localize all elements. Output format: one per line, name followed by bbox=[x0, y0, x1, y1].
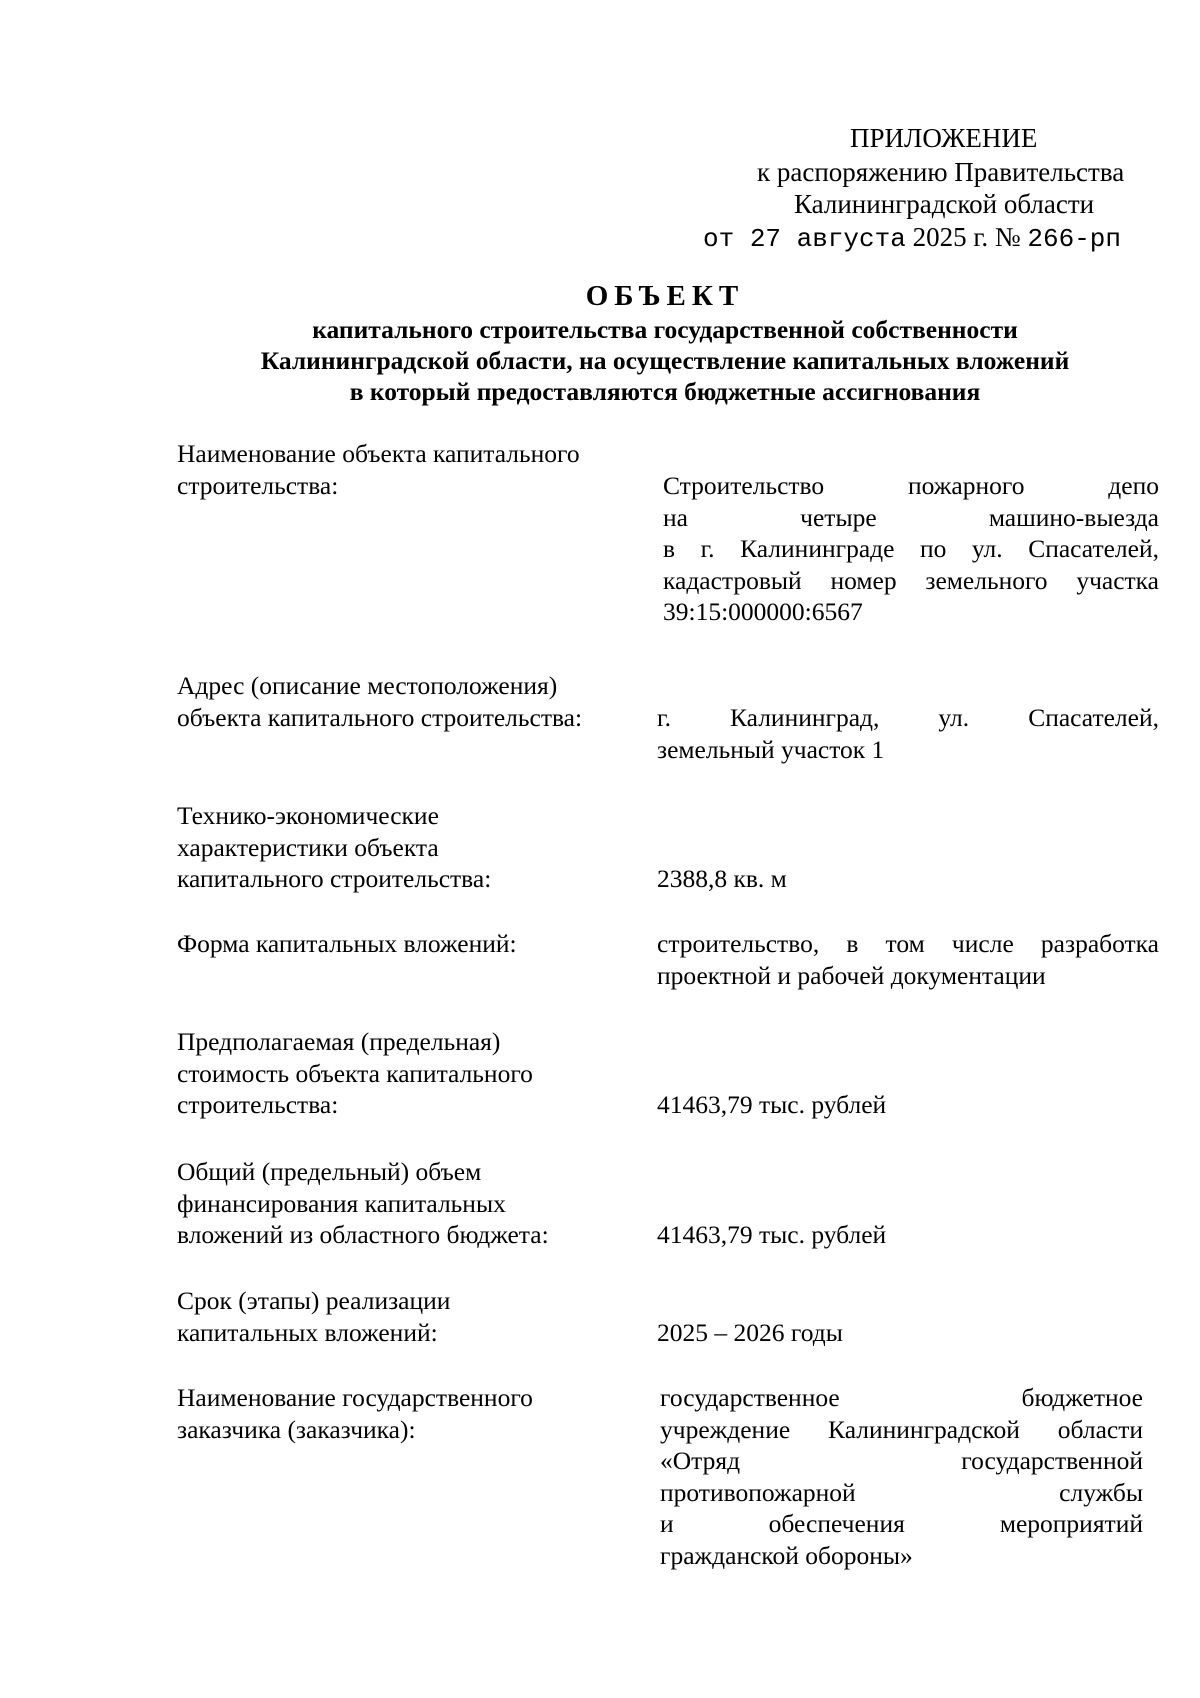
label-line: Форма капитальных вложений: bbox=[177, 929, 517, 958]
value-line: 2388,8 кв. м bbox=[657, 864, 787, 893]
label-line: стоимость объекта капитального bbox=[177, 1058, 533, 1088]
label-line: Технико-экономические bbox=[177, 801, 439, 830]
value-line: г. Калининград, ул. Спасателей, bbox=[657, 703, 1159, 732]
row-6-value bbox=[657, 1219, 1159, 1251]
label-line: Срок (этапы) реализации bbox=[177, 1286, 451, 1315]
value-line: государственное бюджетное bbox=[660, 1383, 1143, 1412]
value-line: 39:15:000000:6567 bbox=[663, 597, 863, 626]
heading-line-3: в который предоставляются бюджетные ассигнования bbox=[349, 377, 981, 406]
row-8-label bbox=[177, 1382, 647, 1445]
heading-line-1: капитального строительства государственной собственности bbox=[312, 315, 1018, 344]
date-prefix: от bbox=[703, 224, 750, 254]
value-line: «Отряд государственной bbox=[660, 1446, 1143, 1475]
date-filled: 27 августа bbox=[749, 224, 906, 254]
value-line: проектной и рабочей документации bbox=[657, 960, 1046, 990]
value-line: и обеспечения мероприятий bbox=[660, 1509, 1143, 1538]
row-5-value bbox=[657, 1089, 1159, 1121]
row-7-label bbox=[177, 1285, 647, 1348]
label-line: характеристики объекта bbox=[177, 832, 439, 862]
value-line: учреждение Калининградской области bbox=[660, 1414, 1143, 1444]
label-line: объекта капитального строительства: bbox=[177, 702, 583, 732]
label-line: финансирования капитальных bbox=[177, 1188, 506, 1218]
value-line: гражданской обороны» bbox=[660, 1540, 913, 1570]
row-2-label bbox=[177, 670, 647, 733]
label-line: строительства: bbox=[177, 1090, 339, 1119]
row-4-value bbox=[657, 928, 1159, 991]
document-heading bbox=[180, 278, 1150, 407]
label-line: Общий (предельный) объем bbox=[177, 1157, 482, 1186]
value-line: 41463,79 тыс. рублей bbox=[657, 1220, 887, 1249]
label-line: строительства: bbox=[177, 470, 339, 500]
value-line: в г. Калининграде по ул. Спасателей, bbox=[663, 534, 1159, 563]
appendix-line-2: Калининградской области bbox=[794, 189, 1095, 219]
label-line: капитального строительства: bbox=[177, 864, 492, 893]
appendix-line-1: к распоряжению Правительства bbox=[757, 157, 1125, 187]
appendix-date-number-line bbox=[703, 221, 1121, 256]
appendix-title: ПРИЛОЖЕНИЕ bbox=[850, 123, 1038, 153]
row-4-label bbox=[177, 928, 647, 960]
value-line: противопожарной службы bbox=[660, 1477, 1143, 1507]
label-line: вложений из областного бюджета: bbox=[177, 1220, 549, 1249]
label-line: заказчика (заказчика): bbox=[177, 1414, 416, 1444]
row-7-value bbox=[657, 1317, 1159, 1349]
label-line: Наименование государственного bbox=[177, 1383, 533, 1412]
label-line: Предполагаемая (предельная) bbox=[177, 1027, 501, 1056]
row-1-label bbox=[177, 438, 647, 501]
value-line: Строительство пожарного депо bbox=[663, 471, 1159, 500]
label-line: капитальных вложений: bbox=[177, 1317, 438, 1347]
row-3-value bbox=[657, 863, 1159, 895]
value-line: 2025 – 2026 годы bbox=[657, 1318, 843, 1347]
value-line: 41463,79 тыс. рублей bbox=[657, 1090, 887, 1119]
label-line: Адрес (описание местоположения) bbox=[177, 671, 558, 700]
heading-line-2: Калининградской области, на осуществление капитальных вложений bbox=[260, 346, 1070, 375]
heading-word: ОБЪЕКТ bbox=[585, 280, 745, 312]
row-2-value bbox=[657, 702, 1159, 765]
row-8-value bbox=[660, 1382, 1143, 1571]
year-number-label: 2025 г. № bbox=[905, 222, 1028, 252]
value-line: земельный участок 1 bbox=[657, 734, 885, 764]
value-line: кадастровый номер земельного участка bbox=[663, 565, 1159, 595]
value-line: на четыре машино-выезда bbox=[663, 502, 1159, 532]
row-1-value bbox=[663, 470, 1159, 628]
row-3-label bbox=[177, 800, 647, 895]
value-line: строительство, в том числе разработка bbox=[657, 929, 1159, 958]
row-5-label bbox=[177, 1026, 647, 1121]
label-line: Наименование объекта капитального bbox=[177, 439, 580, 468]
document-number: 266-рп bbox=[1027, 224, 1122, 254]
row-6-label bbox=[177, 1156, 647, 1251]
